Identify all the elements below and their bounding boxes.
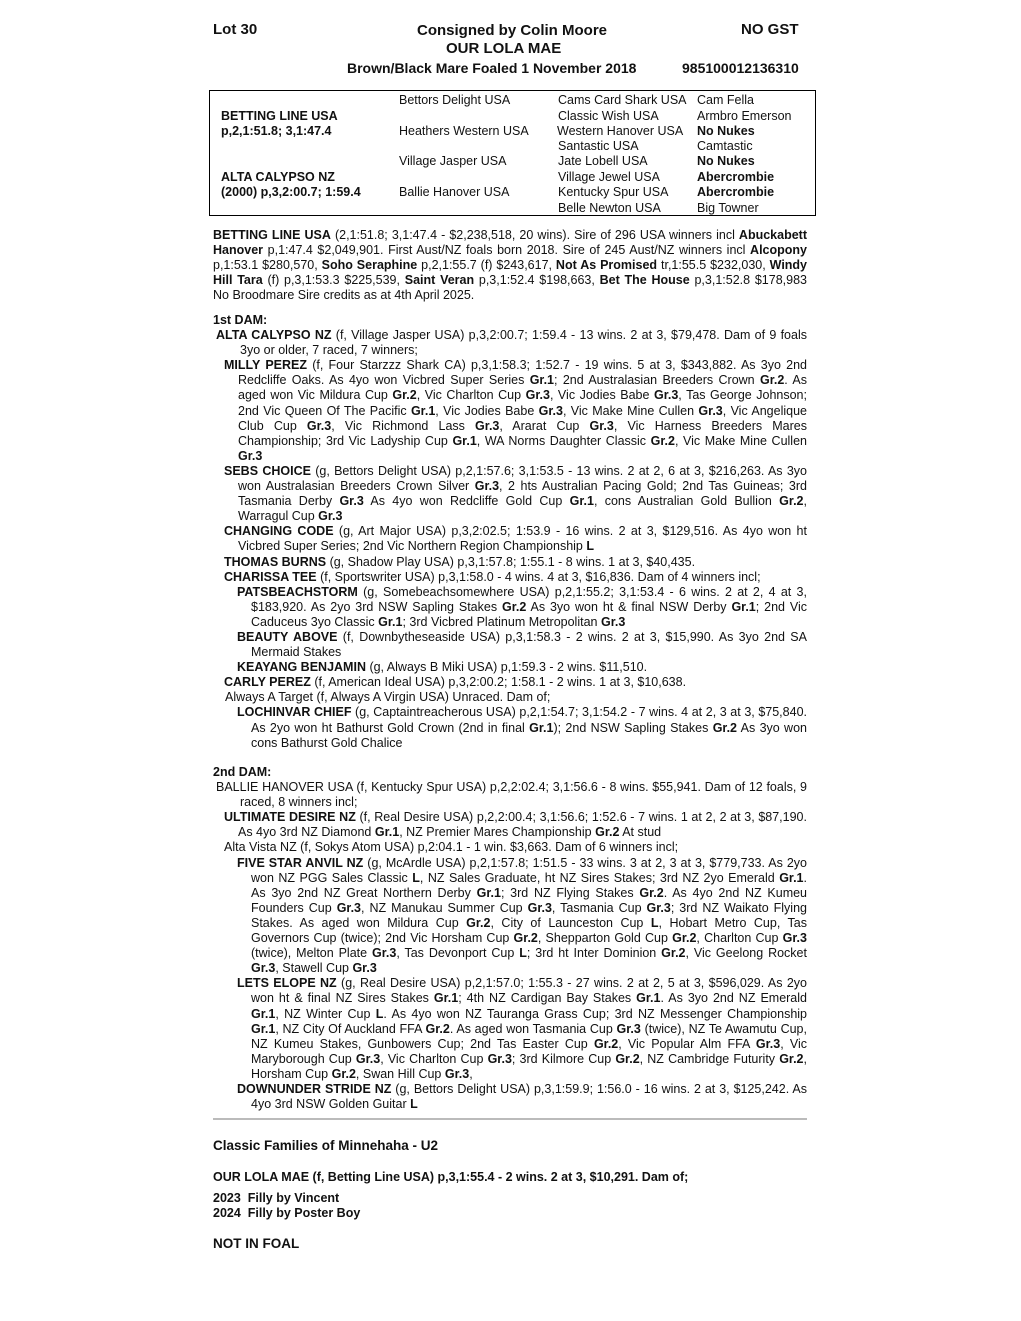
entry-name: FIVE STAR ANVIL NZ [237, 855, 364, 870]
entry-text: . As aged won Tasmania Cup [449, 1021, 617, 1036]
entry-text: (f, American Ideal USA) p,3,2:00.2; 1:58.1 - 2 wins. 1 at 3, $10,638. [310, 675, 687, 690]
entry-text: BALLIE HANOVER USA (f, Kentucky Spur USA) p,2,2:02.4; 3,1:56.6 - 8 wins. $55,941. Dam of 12 foals, 9 raced, 8 winners incl; [216, 780, 807, 810]
pedigree-cell: Cam Fella [697, 93, 754, 107]
grade: Gr.1 [433, 991, 459, 1006]
progeny-entry [213, 675, 807, 690]
grade: Gr.3 [698, 403, 723, 418]
entry-text: , Vic Popular Alm FFA [618, 1036, 756, 1051]
grade: Gr.2 [712, 720, 738, 735]
grade: Gr.1 [529, 720, 554, 735]
dam-record: (2000) p,3,2:00.7; 1:59.4 [221, 185, 361, 199]
entry-text: ; 3rd Vicbred Platinum Metropolitan [402, 614, 601, 629]
status-section [213, 1236, 807, 1251]
entry-name: CHARISSA TEE [224, 569, 317, 584]
grade: Gr.2 [331, 1066, 356, 1081]
entry-name: BEAUTY ABOVE [237, 629, 338, 644]
entry-text: (g, Art Major USA) p,3,2:02.5; 1:53.9 - 16 wins. 2 at 3, $129,516. As 4yo won ht Vicbred Super Series; 2nd Vic Northern Region Championship [238, 524, 807, 554]
entry-name: MILLY PEREZ [224, 358, 308, 373]
pedigree-cell: Village Jasper USA [399, 154, 507, 168]
second-dam-heading: 2nd DAM: [213, 765, 272, 779]
entry-name: PATSBEACHSTORM [237, 584, 358, 599]
entry-text: , cons Australian Gold Bullion [593, 494, 780, 509]
gst-status: NO GST [741, 21, 799, 38]
section-divider [213, 1118, 807, 1120]
grade: Gr.2 [593, 1036, 619, 1051]
entry-text: , Vic Jodies Babe [549, 388, 654, 403]
entry-text: (g, Always B Miki USA) p,1:59.3 - 2 wins. $11,510. [365, 660, 648, 675]
grade: Gr.1 [476, 885, 501, 900]
entry-text: ; 3rd NZ Waikato Flying Stakes. As aged won Mildura Cup [251, 900, 807, 930]
sire-name: BETTING LINE USA [221, 109, 338, 123]
sire-note [213, 228, 807, 303]
pedigree-cell: Armbro Emerson [697, 109, 792, 123]
second-dam-section [213, 765, 807, 1120]
entry-text: , Shepparton Gold Cup [537, 931, 673, 946]
grade: Gr.3 [646, 900, 671, 915]
entry-text: (f, Downbytheseaside USA) p,3,1:58.3 - 2 wins. 2 at 3, $15,990. As 3yo 2nd SA Mermaid Stakes [251, 629, 807, 660]
grade: Gr.3 [372, 946, 397, 961]
entry-text: , Stawell Cup [275, 961, 353, 976]
entry-text: , NZ Sales Graduate, ht NZ Sires Stakes; 3rd NZ 2yo Emerald [419, 870, 780, 885]
sire-note-text: p,3,1:52.8 $178,983 No Broodmare Sire credits as at 4th April 2025. [213, 273, 807, 303]
progeny-name: Saint Veran [404, 273, 475, 288]
grade: Gr.2 [779, 494, 804, 509]
grade: Gr.2 [466, 915, 491, 930]
entry-text: , WA Norms Daughter Classic [476, 433, 651, 448]
first-dam-section [213, 313, 807, 751]
entry-text: , Charlton Cup [696, 931, 783, 946]
grade: Gr.2 [650, 433, 675, 448]
grade: Gr.2 [639, 885, 664, 900]
grade: Gr.2 [779, 1051, 804, 1066]
entry-text: , Warragul Cup [238, 494, 807, 524]
grade: Gr.2 [501, 599, 527, 614]
entry-text: As 3yo won ht & final NSW Derby [526, 599, 732, 614]
dam-entry [213, 780, 807, 810]
grand-progeny-entry [213, 856, 807, 977]
entry-text: , Tasmania Cup [551, 900, 647, 915]
grade: L [650, 915, 659, 930]
horse-summary: OUR LOLA MAE (f, Betting Line USA) p,3,1:55.4 - 2 wins. 2 at 3, $10,291. Dam of; [213, 1170, 689, 1184]
progeny-name: Not As Promised [555, 258, 658, 273]
lot-number: Lot 30 [213, 21, 258, 38]
entry-text: , Horsham Cup [251, 1051, 807, 1081]
entry-text: As 3yo won cons Bathurst Gold Chalice [251, 720, 807, 750]
grade: Gr.3 [538, 403, 563, 418]
foals-section [213, 1191, 807, 1221]
foal-entry: 2023 Filly by Vincent [213, 1191, 340, 1205]
grade: Gr.1 [374, 825, 400, 840]
entry-text: , Tas George Johnson; 2nd Vic Queen Of The Pacific [238, 388, 807, 418]
grade: Gr.2 [392, 388, 417, 403]
entry-text: , Vic Charlton Cup [380, 1051, 488, 1066]
grade: Gr.3 [653, 388, 679, 403]
progeny-entry [213, 690, 807, 705]
pedigree-cell: Camtastic [697, 139, 753, 153]
grade: Gr.2 [595, 825, 620, 840]
grade: Gr.3 [616, 1021, 641, 1036]
entry-name: CARLY PEREZ [224, 675, 311, 690]
grade: Gr.1 [636, 991, 661, 1006]
entry-text: (f, Real Desire USA) p,2,2:00.4; 3,1:56.6; 1:52.6 - 7 wins. 1 at 2, 2 at 3, $87,190. As 4yo 3rd NZ Diamond [238, 810, 807, 840]
horse-description: Brown/Black Mare Foaled 1 November 2018 [347, 60, 637, 76]
entry-text: (twice), NZ Te Awamutu Cup, NZ Kumeu Stakes, Gunbowers Cup; 2nd Tas Easter Cup [251, 1021, 807, 1051]
dam-name: ALTA CALYPSO NZ [221, 170, 335, 184]
entry-name: LOCHINVAR CHIEF [237, 705, 352, 720]
pedigree-cell: Kentucky Spur USA [558, 185, 669, 199]
entry-text: . As 3yo 2nd NZ Emerald [660, 991, 807, 1006]
entry-text: , Tas Devonport Cup [396, 946, 520, 961]
sire-note-text: tr,1:55.5 $232,030, [657, 258, 770, 273]
entry-text: , NZ Winter Cup [275, 1006, 376, 1021]
pedigree-cell: Abercrombie [697, 185, 775, 199]
entry-text: ; 4th NZ Cardigan Bay Stakes [458, 991, 637, 1006]
first-dam-heading: 1st DAM: [213, 313, 268, 327]
progeny-entry [213, 840, 807, 855]
sire-note-name: BETTING LINE USA [213, 228, 331, 242]
grade: Gr.2 [615, 1051, 640, 1066]
pedigree-cell: Heathers Western USA [399, 124, 529, 138]
entry-text: , NZ City Of Auckland FFA [275, 1021, 426, 1036]
grand-progeny-entry [213, 660, 807, 675]
sire-note-text: (f) p,3,1:53.3 $225,539, [262, 273, 405, 288]
grand-progeny-entry [213, 630, 807, 660]
sire-note-text: p,2,1:55.7 (f) $243,617, [417, 258, 556, 273]
horse-name: OUR LOLA MAE [446, 40, 562, 57]
entry-text: At stud [619, 825, 662, 840]
entry-text: (g, Real Desire USA) p,2,1:57.0; 1:55.3 - 27 wins. 2 at 2, 5 at 3, $596,029. As 2yo won ht & final NZ Sires Stakes [251, 976, 807, 1006]
grade: Gr.3 [306, 418, 332, 433]
foal-entry: 2024 Filly by Poster Boy [213, 1206, 361, 1221]
grade: Gr.3 [251, 961, 276, 976]
grade: Gr.1 [251, 1006, 276, 1021]
grade: L [410, 1097, 418, 1112]
pedigree-table [209, 90, 816, 216]
grand-progeny-entry [213, 705, 807, 750]
grade: Gr.3 [487, 1051, 512, 1066]
entry-text: Always A Target (f, Always A Virgin USA) Unraced. Dam of; [225, 690, 551, 705]
entry-text: (g, McArdle USA) p,2,1:57.8; 1:51.5 - 33 wins. 3 at 2, 3 at 3, $779,733. As 2yo won NZ PGG Sales Classic [251, 855, 807, 885]
entry-name: SEBS CHOICE [224, 463, 311, 478]
progeny-name: Windy Hill Tara [213, 258, 808, 288]
entry-text: , NZ Cambridge Futurity [639, 1051, 780, 1066]
sire-record: p,2,1:51.8; 3,1:47.4 [221, 124, 332, 138]
entry-text: , Vic Jodies Babe [435, 403, 539, 418]
progeny-entry [213, 555, 807, 570]
entry-text: . As aged won Vic Mildura Cup [238, 373, 808, 403]
grade: Gr.3 [355, 1051, 381, 1066]
entry-text: , [469, 1066, 473, 1081]
grade: Gr.2 [661, 946, 686, 961]
sire-note-text: p,1:47.4 $2,049,901. First Aust/NZ foals born 2018. Sire of 245 Aust/NZ winners incl [263, 243, 751, 258]
grade: Gr.3 [318, 509, 343, 524]
entry-text: , Vic Make Mine Cullen [562, 403, 699, 418]
entry-text: . As 4yo won NZ Tauranga Grass Cup; 3rd NZ Messenger Championship [383, 1006, 807, 1021]
grand-progeny-entry [213, 976, 807, 1082]
grade: Gr.1 [731, 599, 756, 614]
entry-text: , NZ Manukau Summer Cup [361, 900, 528, 915]
pedigree-cell: Cams Card Shark USA [558, 93, 687, 107]
grand-progeny-entry [213, 585, 807, 630]
grand-progeny-entry [213, 1082, 807, 1112]
pedigree-cell: Western Hanover USA [557, 124, 684, 138]
entry-name: LETS ELOPE NZ [237, 976, 337, 991]
entry-text: , City of Launceston Cup [490, 915, 651, 930]
entry-text: ; 2nd Australasian Breeders Crown [554, 373, 760, 388]
grade: Gr.3 [238, 448, 263, 463]
entry-text: (g, Bettors Delight USA) p,3,1:59.9; 1:56.0 - 16 wins. 2 at 3, $125,242. As 4yo 3rd NSW Golden Guitar [251, 1081, 807, 1112]
entry-text: , NZ Premier Mares Championship [399, 825, 596, 840]
entry-text: , 2 hts Australian Pacing Gold; 2nd Tas Guineas; 3rd Tasmania Derby [238, 479, 807, 509]
consignor: Consigned by Colin Moore [417, 22, 607, 39]
entry-text: , Ararat Cup [499, 418, 590, 433]
entry-text: (f, Sportswriter USA) p,3,1:58.0 - 4 wins. 4 at 3, $16,836. Dam of 4 winners incl; [316, 569, 761, 584]
pedigree-cell: Abercrombie [697, 170, 775, 184]
entry-text: (g, Captaintreacherous USA) p,2,1:54.7; 3,1:54.2 - 7 wins. 4 at 2, 3 at 3, $75,840. As 2yo won ht Bathurst Gold Crown (2nd in final [251, 705, 807, 735]
grade: Gr.2 [513, 931, 538, 946]
grade: L [586, 539, 594, 554]
entry-text: ; 3rd NZ Flying Stakes [500, 885, 640, 900]
progeny-entry [213, 464, 807, 524]
pedigree-cell: No Nukes [697, 154, 755, 168]
family-heading: Classic Families of Minnehaha - U2 [213, 1138, 439, 1153]
entry-name: KEAYANG BENJAMIN [237, 660, 366, 675]
grade: Gr.1 [251, 1021, 276, 1036]
pedigree-cell: Village Jewel USA [558, 170, 660, 184]
grade: Gr.3 [336, 900, 362, 915]
entry-text: (f, Four Starzzz Shark CA) p,3,1:58.3; 1:52.7 - 19 wins. 5 at 3, $343,882. As 3yo 2nd Redcliffe Oaks. As 4yo won Vicbred Super Series [238, 358, 807, 388]
family-section [213, 1138, 807, 1153]
entry-text: , Swan Hill Cup [355, 1066, 445, 1081]
entry-text: , Hobart Metro Cup, Tas Governors Cup (twice); 2nd Vic Horsham Cup [251, 915, 808, 946]
entry-text: . As 4yo 2nd NZ Kumeu Founders Cup [251, 885, 808, 915]
progeny-entry [213, 358, 807, 464]
grade: Gr.3 [444, 1066, 470, 1081]
entry-text: , Vic Harness Breeders Mares Championship; 3rd Vic Ladyship Cup [238, 418, 807, 448]
grade: Gr.1 [452, 433, 477, 448]
grade: Gr.3 [339, 494, 364, 509]
grade: Gr.1 [569, 494, 594, 509]
entry-name: DOWNUNDER STRIDE NZ [237, 1081, 392, 1096]
entry-text: (g, Somebeachsomewhere USA) p,2,1:55.2; 3,1:53.4 - 6 wins. 2 at 2, 4 at 3, $183,920. As 2yo 3rd NSW Sapling Stakes [251, 584, 807, 614]
entry-text: , Vic Maryborough Cup [251, 1036, 807, 1066]
grade: Gr.3 [600, 614, 626, 629]
entry-text: (g, Shadow Play USA) p,3,1:57.8; 1:55.1 - 8 wins. 1 at 3, $40,435. [326, 554, 696, 569]
progeny-name: Soho Seraphine [321, 258, 418, 273]
summary-section [213, 1170, 807, 1185]
entry-text: (g, Bettors Delight USA) p,2,1:57.6; 3,1:53.5 - 13 wins. 2 at 2, 6 at 3, $216,263. As 3yo won Australasian Breeders Crown Silver [238, 463, 807, 494]
grade: Gr.3 [589, 418, 614, 433]
entry-text: , Vic Geelong Rocket [685, 946, 807, 961]
foal-status: NOT IN FOAL [213, 1236, 300, 1251]
entry-text: Alta Vista NZ (f, Sokys Atom USA) p,2:04.1 - 1 win. $3,663. Dam of 6 winners incl; [224, 840, 679, 855]
grade: Gr.3 [527, 900, 552, 915]
entry-text: As 4yo won Redcliffe Gold Cup [363, 494, 570, 509]
sire-note-text: (2,1:51.8; 3,1:47.4 - $2,238,518, 20 wins). Sire of 296 USA winners incl [330, 228, 739, 242]
sire-note-text: p,3,1:52.4 $198,663, [474, 273, 600, 288]
pedigree-cell: Classic Wish USA [558, 109, 659, 123]
entry-text: , Vic Angelique Club Cup [238, 403, 807, 433]
pedigree-cell: Jate Lobell USA [558, 154, 648, 168]
grade: L [519, 946, 527, 961]
grade: Gr.3 [525, 388, 550, 403]
grade: Gr.3 [474, 479, 500, 494]
grade: Gr.1 [779, 870, 804, 885]
entry-text: ; 3rd ht Inter Dominion [526, 946, 662, 961]
entry-text: (twice), Melton Plate [251, 946, 372, 961]
entry-name: THOMAS BURNS [224, 554, 327, 569]
entry-text: , Vic Make Mine Cullen [674, 433, 807, 448]
entry-name: ULTIMATE DESIRE NZ [224, 810, 356, 825]
microchip-number: 985100012136310 [682, 60, 799, 76]
entry-text: ); 2nd NSW Sapling Stakes [553, 720, 713, 735]
grade: Gr.1 [378, 614, 403, 629]
entry-text: (f, Village Jasper USA) p,3,2:00.7; 1:59.4 - 13 wins. 2 at 3, $79,478. Dam of 9 foals 3yo or older, 7 raced, 7 winners; [240, 328, 807, 358]
sire-note-section [213, 228, 807, 303]
pedigree-cell: No Nukes [697, 124, 755, 138]
progeny-name: Alcopony [750, 243, 807, 258]
grade: Gr.3 [755, 1036, 781, 1051]
grade: Gr.3 [782, 931, 807, 946]
grade: Gr.3 [352, 961, 377, 976]
pedigree-cell: Big Towner [697, 201, 759, 215]
grade: L [375, 1006, 384, 1021]
progeny-name: Abuckabett Hanover [213, 228, 807, 258]
pedigree-cell: Bettors Delight USA [399, 93, 511, 107]
pedigree-cell: Santastic USA [558, 139, 639, 153]
grade: Gr.1 [529, 373, 555, 388]
pedigree-cell: Ballie Hanover USA [399, 185, 510, 199]
grade: Gr.2 [425, 1021, 450, 1036]
grade: Gr.2 [672, 931, 697, 946]
pedigree-cell: Belle Newton USA [558, 201, 661, 215]
sire-note-text: p,1:53.1 $280,570, [213, 258, 322, 273]
entry-text: ; 3rd Kilmore Cup [511, 1051, 616, 1066]
progeny-entry [213, 810, 807, 840]
grade: Gr.1 [410, 403, 436, 418]
entry-text: , Vic Richmond Lass [331, 418, 476, 433]
entry-text: . As 3yo 2nd NZ Great Northern Derby [251, 870, 807, 900]
dam-entry [213, 328, 807, 358]
grade: L [412, 870, 420, 885]
progeny-entry [213, 524, 807, 554]
entry-text: ; 2nd Vic Caduceus 3yo Classic [251, 599, 807, 629]
entry-text: , Vic Charlton Cup [416, 388, 526, 403]
grade: Gr.3 [475, 418, 500, 433]
progeny-name: Bet The House [599, 273, 690, 288]
grade: Gr.2 [759, 373, 785, 388]
entry-name: ALTA CALYPSO NZ [216, 328, 332, 343]
entry-name: CHANGING CODE [224, 524, 334, 539]
progeny-entry [213, 570, 807, 585]
